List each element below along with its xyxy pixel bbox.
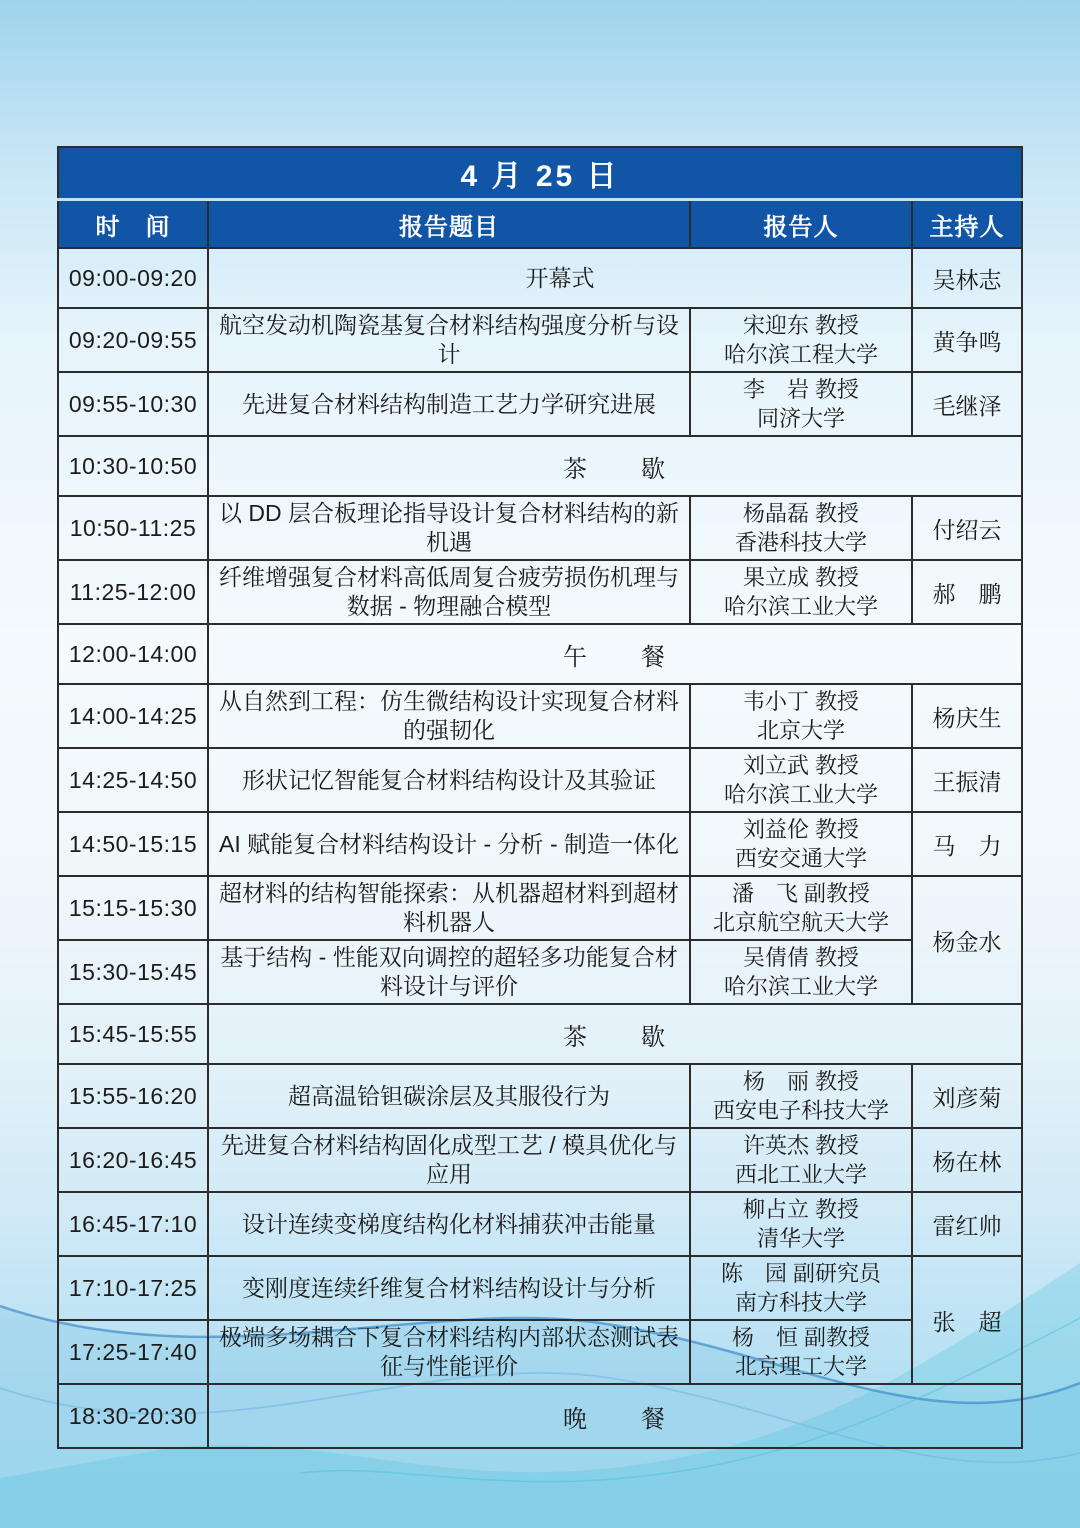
schedule-row bbox=[58, 1320, 1022, 1384]
host-name: 杨在林 bbox=[912, 1128, 1022, 1192]
speaker-cell bbox=[690, 748, 912, 812]
time-cell: 15:45-15:55 bbox=[58, 1004, 208, 1064]
talk-title: 设计连续变梯度结构化材料捕获冲击能量 bbox=[208, 1192, 690, 1256]
speaker-org: 南方科技大学 bbox=[734, 1290, 867, 1315]
speaker-name: 杨 恒 副教授 bbox=[731, 1325, 871, 1350]
speaker-org: 北京航空航天大学 bbox=[712, 910, 889, 935]
break-label: 茶 歇 bbox=[208, 436, 1022, 496]
speaker-name: 杨 丽 教授 bbox=[742, 1069, 860, 1094]
speaker-cell bbox=[690, 496, 912, 560]
talk-title: 变刚度连续纤维复合材料结构设计与分析 bbox=[208, 1256, 690, 1320]
speaker-org: 西安电子科技大学 bbox=[712, 1098, 889, 1123]
talk-title: 纤维增强复合材料高低周复合疲劳损伤机理与数据 - 物理融合模型 bbox=[208, 560, 690, 624]
speaker-cell bbox=[690, 1256, 912, 1320]
speaker-name: 李 岩 教授 bbox=[742, 377, 860, 402]
host-name: 刘彦菊 bbox=[912, 1064, 1022, 1128]
talk-title: 从自然到工程：仿生微结构设计实现复合材料的强韧化 bbox=[208, 684, 690, 748]
time-cell: 17:25-17:40 bbox=[58, 1320, 208, 1384]
host-name: 雷红帅 bbox=[912, 1192, 1022, 1256]
host-name: 吴林志 bbox=[912, 248, 1022, 308]
speaker-org: 哈尔滨工业大学 bbox=[723, 974, 878, 999]
time-cell: 12:00-14:00 bbox=[58, 624, 208, 684]
talk-title: 超材料的结构智能探索：从机器超材料到超材料机器人 bbox=[208, 876, 690, 940]
speaker-cell bbox=[690, 1128, 912, 1192]
schedule-row bbox=[58, 560, 1022, 624]
speaker-cell bbox=[690, 1192, 912, 1256]
time-cell: 10:50-11:25 bbox=[58, 496, 208, 560]
host-name: 杨庆生 bbox=[912, 684, 1022, 748]
host-name: 王振清 bbox=[912, 748, 1022, 812]
host-name: 马 力 bbox=[912, 812, 1022, 876]
column-header-row bbox=[58, 200, 1022, 249]
time-cell: 18:30-20:30 bbox=[58, 1384, 208, 1448]
talk-title: 基于结构 - 性能双向调控的超轻多功能复合材料设计与评价 bbox=[208, 940, 690, 1004]
schedule-row bbox=[58, 496, 1022, 560]
speaker-cell bbox=[690, 372, 912, 436]
time-cell: 11:25-12:00 bbox=[58, 560, 208, 624]
opening-title: 开幕式 bbox=[208, 248, 912, 308]
speaker-org: 哈尔滨工业大学 bbox=[723, 782, 878, 807]
schedule-table bbox=[57, 146, 1023, 1449]
host-name: 张 超 bbox=[912, 1256, 1022, 1384]
speaker-name: 陈 园 副研究员 bbox=[720, 1261, 882, 1286]
talk-title: 先进复合材料结构固化成型工艺 / 模具优化与应用 bbox=[208, 1128, 690, 1192]
speaker-org: 哈尔滨工业大学 bbox=[723, 594, 878, 619]
schedule-row bbox=[58, 1256, 1022, 1320]
talk-title: 极端多场耦合下复合材料结构内部状态测试表征与性能评价 bbox=[208, 1320, 690, 1384]
schedule-row bbox=[58, 876, 1022, 940]
talk-title: 以 DD 层合板理论指导设计复合材料结构的新机遇 bbox=[208, 496, 690, 560]
speaker-cell bbox=[690, 940, 912, 1004]
talk-title: 超高温铪钽碳涂层及其服役行为 bbox=[208, 1064, 690, 1128]
schedule-row bbox=[58, 1128, 1022, 1192]
time-cell: 15:30-15:45 bbox=[58, 940, 208, 1004]
header-title: 报告题目 bbox=[208, 200, 690, 249]
schedule-row bbox=[58, 812, 1022, 876]
break-row bbox=[58, 436, 1022, 496]
time-cell: 15:55-16:20 bbox=[58, 1064, 208, 1128]
schedule-row bbox=[58, 1064, 1022, 1128]
header-speaker: 报告人 bbox=[690, 200, 912, 249]
speaker-cell bbox=[690, 812, 912, 876]
date-title: 4 月 25 日 bbox=[58, 147, 1022, 200]
break-row bbox=[58, 1384, 1022, 1448]
speaker-org: 香港科技大学 bbox=[734, 530, 867, 555]
speaker-name: 韦小丁 教授 bbox=[742, 689, 860, 714]
speaker-cell bbox=[690, 308, 912, 372]
break-row bbox=[58, 1004, 1022, 1064]
schedule-row bbox=[58, 372, 1022, 436]
speaker-name: 柳占立 教授 bbox=[742, 1197, 860, 1222]
speaker-org: 哈尔滨工程大学 bbox=[723, 342, 878, 367]
schedule-row bbox=[58, 308, 1022, 372]
host-name: 杨金水 bbox=[912, 876, 1022, 1004]
speaker-name: 潘 飞 副教授 bbox=[731, 881, 871, 906]
talk-title: 航空发动机陶瓷基复合材料结构强度分析与设计 bbox=[208, 308, 690, 372]
time-cell: 10:30-10:50 bbox=[58, 436, 208, 496]
speaker-org: 同济大学 bbox=[756, 406, 845, 431]
host-name: 黄争鸣 bbox=[912, 308, 1022, 372]
speaker-cell bbox=[690, 1064, 912, 1128]
speaker-name: 果立成 教授 bbox=[742, 565, 860, 590]
schedule-row-opening bbox=[58, 248, 1022, 308]
time-cell: 09:20-09:55 bbox=[58, 308, 208, 372]
time-cell: 14:00-14:25 bbox=[58, 684, 208, 748]
time-cell: 09:00-09:20 bbox=[58, 248, 208, 308]
speaker-name: 宋迎东 教授 bbox=[742, 313, 860, 338]
break-label: 茶 歇 bbox=[208, 1004, 1022, 1064]
time-cell: 14:50-15:15 bbox=[58, 812, 208, 876]
speaker-org: 清华大学 bbox=[756, 1226, 845, 1251]
host-name: 郝 鹏 bbox=[912, 560, 1022, 624]
time-cell: 16:45-17:10 bbox=[58, 1192, 208, 1256]
talk-title: 先进复合材料结构制造工艺力学研究进展 bbox=[208, 372, 690, 436]
speaker-name: 杨晶磊 教授 bbox=[742, 501, 860, 526]
break-row bbox=[58, 624, 1022, 684]
break-label: 晚 餐 bbox=[208, 1384, 1022, 1448]
speaker-name: 刘立武 教授 bbox=[742, 753, 860, 778]
talk-title: AI 赋能复合材料结构设计 - 分析 - 制造一体化 bbox=[208, 812, 690, 876]
speaker-org: 西安交通大学 bbox=[734, 846, 867, 871]
speaker-cell bbox=[690, 560, 912, 624]
host-name: 付绍云 bbox=[912, 496, 1022, 560]
time-cell: 14:25-14:50 bbox=[58, 748, 208, 812]
schedule-row bbox=[58, 684, 1022, 748]
header-time: 时 间 bbox=[58, 200, 208, 249]
header-host: 主持人 bbox=[912, 200, 1022, 249]
time-cell: 15:15-15:30 bbox=[58, 876, 208, 940]
speaker-cell bbox=[690, 1320, 912, 1384]
speaker-name: 刘益伦 教授 bbox=[742, 817, 860, 842]
speaker-name: 许英杰 教授 bbox=[742, 1133, 860, 1158]
schedule-row bbox=[58, 1192, 1022, 1256]
break-label: 午 餐 bbox=[208, 624, 1022, 684]
host-name: 毛继泽 bbox=[912, 372, 1022, 436]
speaker-cell bbox=[690, 684, 912, 748]
speaker-org: 北京理工大学 bbox=[734, 1354, 867, 1379]
speaker-org: 北京大学 bbox=[756, 718, 845, 743]
time-cell: 16:20-16:45 bbox=[58, 1128, 208, 1192]
date-title-row bbox=[58, 147, 1022, 200]
time-cell: 09:55-10:30 bbox=[58, 372, 208, 436]
time-cell: 17:10-17:25 bbox=[58, 1256, 208, 1320]
talk-title: 形状记忆智能复合材料结构设计及其验证 bbox=[208, 748, 690, 812]
speaker-name: 吴倩倩 教授 bbox=[742, 945, 860, 970]
speaker-cell bbox=[690, 876, 912, 940]
schedule-row bbox=[58, 748, 1022, 812]
schedule-row bbox=[58, 940, 1022, 1004]
speaker-org: 西北工业大学 bbox=[734, 1162, 867, 1187]
